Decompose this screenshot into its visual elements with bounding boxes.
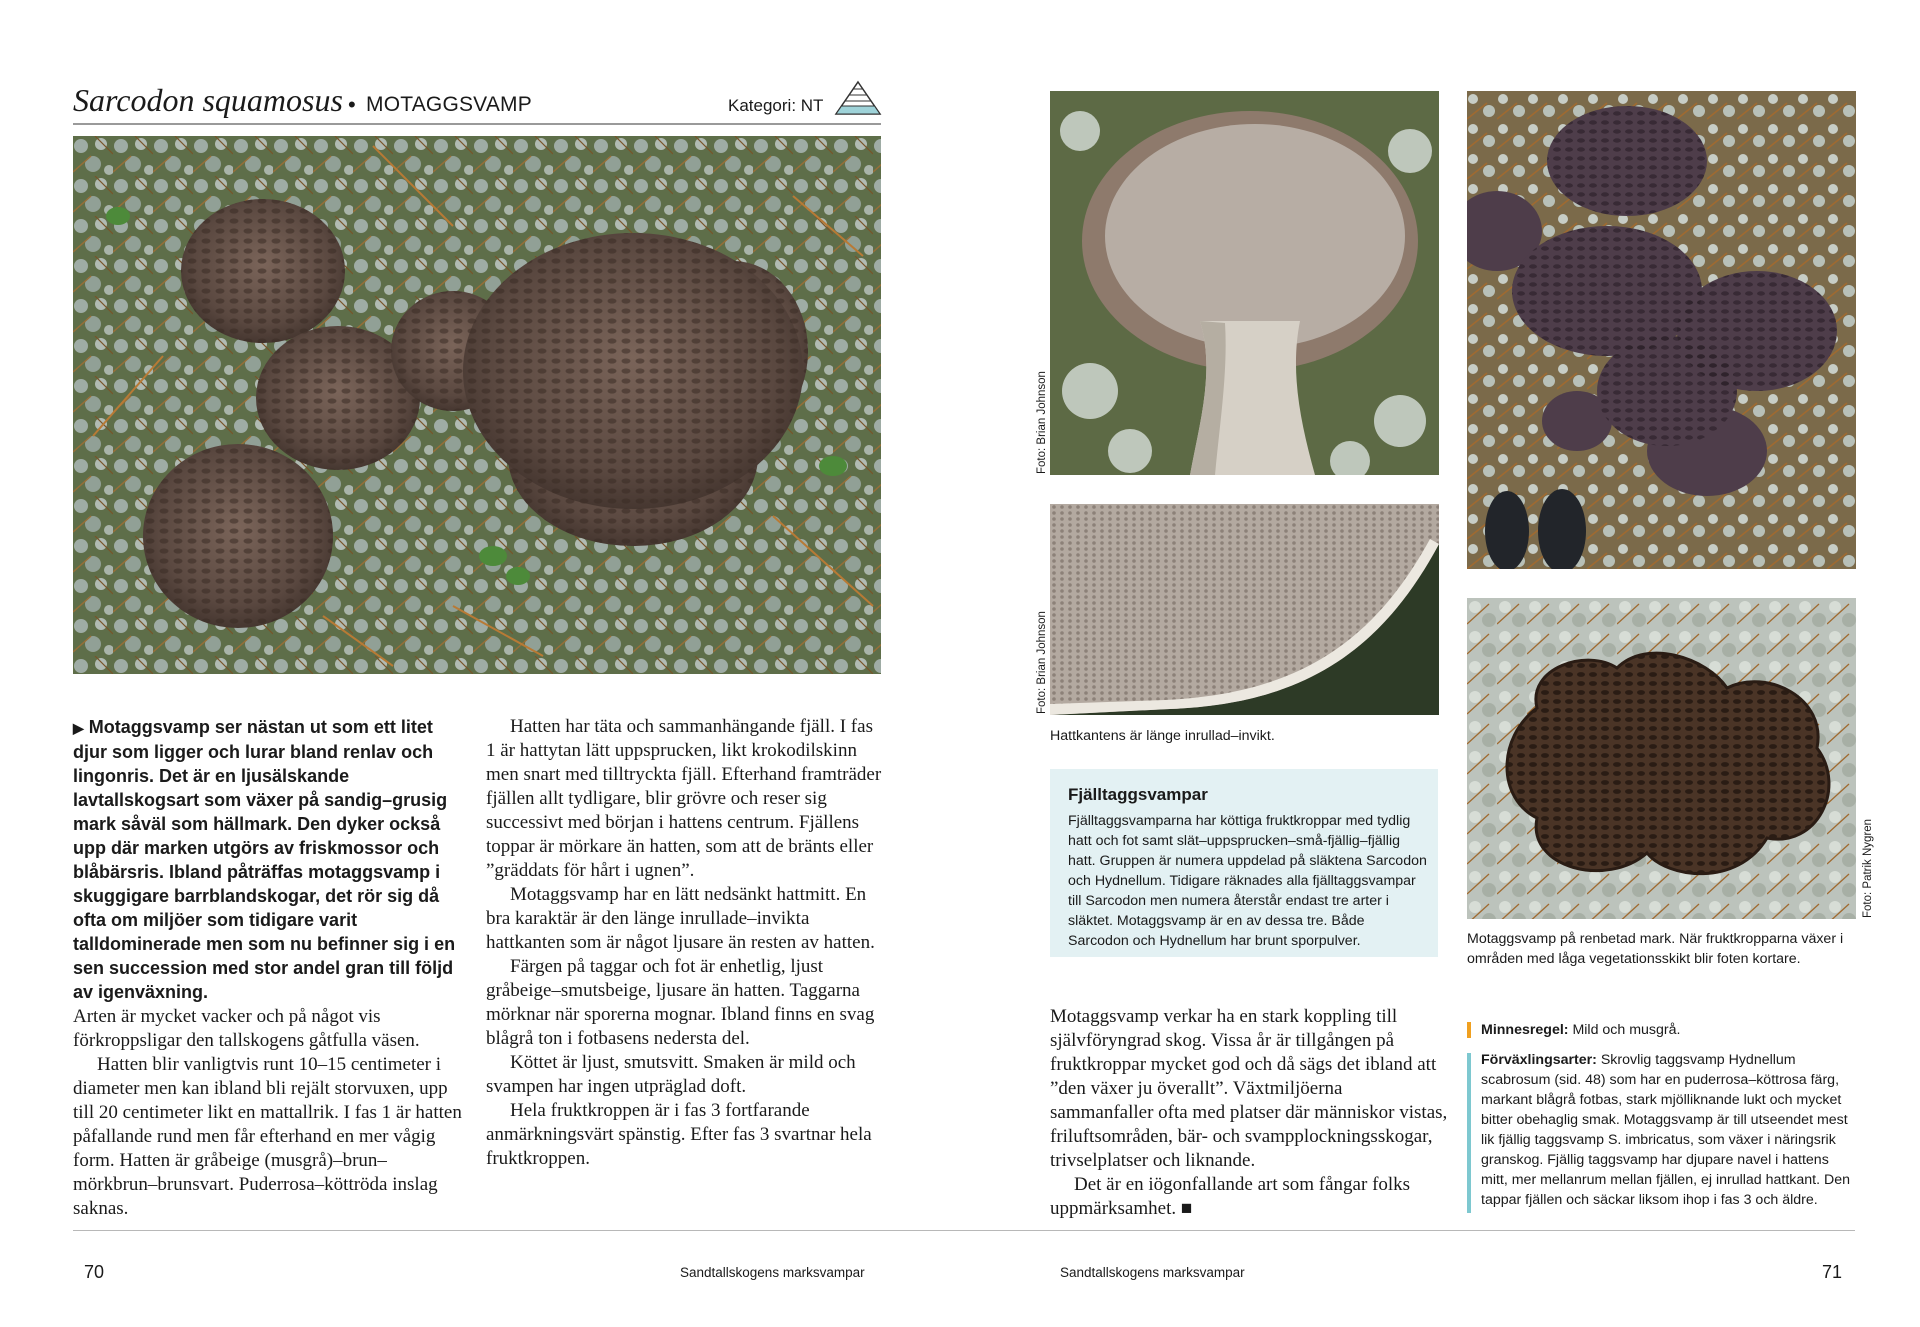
title-separator: • [348, 92, 356, 117]
info-box-title: Fjälltaggsvampar [1068, 785, 1208, 804]
page-number-right: 71 [1822, 1262, 1843, 1282]
memory-rule [1481, 1020, 1856, 1040]
body-paragraph: Det är en iögonfallande art som fångar folks uppmärksamhet. ■ [1050, 1174, 1411, 1219]
body-paragraph: Motaggsvamp verkar ha en stark koppling till självföryngrad skog. Vissa år är tillgången på fruktkroppar mycket god och då sägs det ibland att ”den växer ju överallt”. Växtmiljöerna sammanfaller ofta med platser där människor vistas, friluftsområden, bär- och svampplockningsskogar, trivselplatser och liknande. [1050, 1006, 1448, 1171]
lead-paragraph-text: Motaggsvamp ser nästan ut som ett litet djur som ligger och lurar bland renlav och lingonris. Det är en ljusälskande lavtallskogsart som växer på sandig–grusig mark såväl som hällmark. Den dyker också upp där marken utgörs av friskmossor och blåbärsris. Ibland påträffas motaggsvamp i skuggigare barrblandskogar, det rör sig då ofta om miljöer som tidigare varit talldominerade men som nu befinner sig i en sen succession med stor andel gran till följd av igenväxning. [73, 717, 456, 1002]
redlist-pyramid-icon [834, 80, 882, 116]
photo-single-wavy-cap [1467, 598, 1856, 919]
body-paragraph: Arten är mycket vacker och på något vis förkroppsligar den tallskogens gåtfulla väsen. [73, 1006, 420, 1051]
photo-credit: Foto: Patrik Nygren [1862, 818, 1874, 918]
page-number-left: 70 [84, 1262, 105, 1282]
middle-column-body [486, 715, 882, 1171]
body-paragraph: Köttet är ljust, smutsvitt. Smaken är mild och svampen har ingen utpräglad doft. [486, 1052, 856, 1097]
info-box-text: Fjälltaggsvamparna har köttiga fruktkroppar med tydlig hatt och fot samt slät–uppsprucken–små-fjällig–fjällig hatt. Gruppen är numera uppdelad på släktena Sarcodon och Hydnellum. Tidigare räknades alla fjälltaggsvampar till Sarcodon men numera återstår endast tre arter i släktet. Motaggsvamp är en av dessa tre. Både Sarcodon och Hydnellum har brunt sporpulver. [1068, 813, 1427, 949]
photo-underside-stem [1050, 91, 1439, 475]
memory-rule-bar [1467, 1022, 1471, 1038]
arrow-bullet-icon: ▶ [73, 720, 84, 736]
body-paragraph: Hela fruktkroppen är i fas 3 fortfarande anmärkningsvärt spänstig. Efter fas 3 svartnar hela fruktkroppen. [486, 1100, 872, 1169]
body-paragraph: Hatten har täta och sammanhängande fjäll. I fas 1 är hattytan lätt uppsprucken, likt krokodilskinn men snart med tilltryckta fjäll. Efterhand framträder fjällen allt tydligare, blir grövre och reser sig successivt med början i hattens centrum. Fjällens toppar är mörkare än hatten, som att de bränts eller ”gräddats för hårt i ugnen”. [486, 716, 882, 881]
footer-title-left: Sandtallskogens marksvampar [680, 1265, 865, 1280]
lead-paragraph [73, 715, 471, 1004]
confusion-species [1481, 1050, 1856, 1210]
caption-underside: Hattkantens är länge inrullad–invikt. [1050, 728, 1275, 744]
body-paragraph: Färgen på taggar och fot är enhetlig, ljust gråbeige–smutsbeige, ljusare än hatten. Taggarna mörknar när sporerna mognar. Ibland finns en svag blågrå ton i fotbasens nedersta del. [486, 956, 875, 1049]
memory-rule-label: Minnesregel: [1481, 1022, 1569, 1038]
footer-rule [73, 1230, 1855, 1231]
photo-credit: Foto: Brian Johnson [1036, 611, 1048, 714]
right-column-body [1050, 1005, 1450, 1221]
photo-credit: Foto: Brian Johnson [1036, 371, 1048, 474]
confusion-text: Skrovlig taggsvamp Hydnellum scabrosum (sid. 48) som har en puderrosa–köttrosa färg, markant blågrå fotbas, stark mjölliknande lukt och mycket bitter obehaglig smak. Motaggsvamp är till utseendet mest lik fjällig taggsvamp S. imbricatus, som växer i näringsrik granskog. Fjällig taggsvamp har djupare navel i hattens mitt, mer mellanrum mellan fjällen, ej inrullad hattkant. Den tappar fjällen och säckar liksom ihop i fas 3 och äldre. [1481, 1052, 1851, 1208]
header-rule [73, 123, 881, 125]
main-photo-mushroom-cluster [73, 136, 881, 674]
info-box-fjalltaggsvampar [1050, 769, 1438, 957]
body-paragraph: Motaggsvamp har en lätt nedsänkt hattmitt. En bra karaktär är den länge inrullade–invikta hattkanten som är något ljusare än resten av hatten. [486, 884, 875, 953]
common-name: MOTAGGSVAMP [366, 93, 532, 116]
photo-spines-closeup [1050, 504, 1439, 715]
memory-rule-text: Mild och musgrå. [1568, 1022, 1681, 1038]
footer-title-right: Sandtallskogens marksvampar [1060, 1265, 1245, 1280]
species-title: Sarcodon squamosus [73, 82, 343, 118]
category-label: Kategori: NT [728, 96, 824, 115]
caption-ground: Motaggsvamp på renbetad mark. När fruktkropparna växer i områden med låga vegetationsskikt blir foten kortare. [1467, 931, 1844, 967]
confusion-label: Förväxlingsarter: [1481, 1052, 1597, 1068]
photo-group-with-boots [1467, 91, 1856, 569]
body-paragraph: Hatten blir vanligtvis runt 10–15 centimeter i diameter men kan ibland bli rejält storvuxen, upp till 20 centimeter likt en mattallrik. I fas 1 är hatten påfallande rund men får efterhand en mer vågig form. Hatten är gråbeige (musgrå)–brun–mörkbrun–brunsvart. Puderrosa–köttröda inslag saknas. [73, 1054, 462, 1219]
confusion-bar [1467, 1053, 1471, 1213]
left-column-body [73, 1005, 471, 1221]
